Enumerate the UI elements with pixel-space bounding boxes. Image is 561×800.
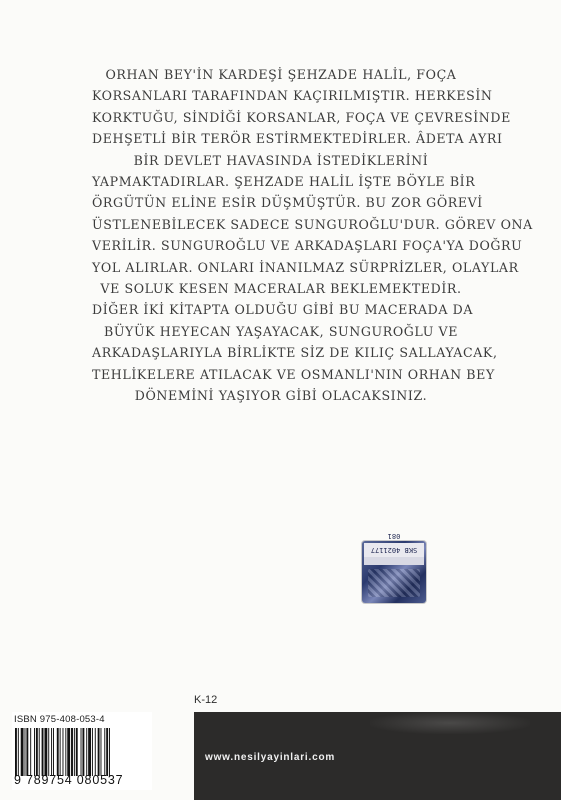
hologram-sticker bbox=[362, 532, 426, 603]
barcode-bar bbox=[15, 728, 17, 776]
blurb-line: ÖRGÜTÜN ELİNE ESİR DÜŞMÜŞTÜR. BU ZOR GÖREVİ bbox=[92, 195, 483, 211]
blurb-line: YAPMAKTADIRLAR. ŞEHZADE HALİL İŞTE BÖYLE BİR bbox=[92, 174, 476, 190]
blurb-line: ARKADAŞLARIYLA BİRLİKTE SİZ DE KILIÇ SALLAYACAK, bbox=[92, 345, 498, 361]
barcode-bar bbox=[86, 728, 87, 776]
blurb-line: VE SOLUK KESEN MACERALAR BEKLEMEKTEDİR. bbox=[100, 281, 462, 297]
barcode-bar bbox=[81, 728, 82, 776]
hologram-serial: SKB 4021177 081 bbox=[364, 543, 424, 557]
barcode-bar bbox=[39, 728, 40, 776]
barcode-bar bbox=[34, 728, 35, 776]
barcode-bar bbox=[44, 728, 47, 776]
barcode-bar bbox=[67, 728, 70, 776]
barcode-bar bbox=[57, 728, 59, 776]
blurb-line: DÖNEMİNİ YAŞIYOR GİBİ OLACAKSINIZ. bbox=[134, 388, 428, 404]
blurb-text bbox=[92, 64, 533, 407]
barcode-bar bbox=[36, 728, 38, 776]
blurb-line: YOL ALIRLAR. ONLARI İNANILMAZ SÜRPRİZLER, OLAYLAR bbox=[92, 259, 519, 275]
publisher-website: www.nesilyayinlari.com bbox=[205, 752, 336, 763]
footer-smudge bbox=[370, 712, 530, 734]
blurb-line: DEHŞETLİ BİR TERÖR ESTİRMEKTEDİRLER. ÂDETA AYRI bbox=[92, 131, 503, 147]
blurb-line: KORSANLARI TARAFINDAN KAÇIRILMIŞTIR. HERKESİN bbox=[92, 88, 493, 104]
blurb-line: ÜSTLENEBİLECEK SADECE SUNGUROĞLU'DUR. GÖREV ONA bbox=[92, 216, 533, 232]
barcode-bar bbox=[42, 728, 44, 776]
barcode-bar bbox=[21, 728, 24, 776]
barcode-bar bbox=[98, 728, 100, 776]
barcode-bar bbox=[101, 728, 102, 776]
barcode-bar bbox=[63, 728, 64, 776]
barcode-bar bbox=[95, 728, 96, 776]
barcode-bar bbox=[76, 728, 78, 776]
barcode-bar bbox=[18, 728, 19, 776]
blurb-line: KORKTUĞU, SİNDİĞİ KORSANLAR, FOÇA VE ÇEVRESİNDE bbox=[92, 109, 511, 125]
blurb-line: DİĞER İKİ KİTAPTA OLDUĞU GİBİ BU MACERADA DA bbox=[92, 302, 474, 318]
blurb-line: ORHAN BEY'İN KARDEŞİ ŞEHZADE HALİL, FOÇA bbox=[105, 67, 457, 82]
barcode-bar bbox=[82, 728, 84, 776]
barcode-bar bbox=[88, 728, 91, 776]
barcode-bar bbox=[53, 728, 54, 776]
blurb-line: BİR DEVLET HAVASINDA İSTEDİKLERİNİ bbox=[133, 152, 429, 168]
blurb-line: TEHLİKELERE ATILACAK VE OSMANLI'NIN ORHAN BEY bbox=[92, 366, 495, 382]
isbn-label: ISBN 975-408-053-4 bbox=[14, 714, 105, 725]
barcode-bar bbox=[71, 728, 73, 776]
barcode-bar bbox=[48, 728, 49, 776]
barcode bbox=[14, 728, 148, 776]
hologram-fine-print bbox=[364, 557, 424, 565]
barcode-bar bbox=[109, 728, 110, 776]
barcode-bar bbox=[30, 728, 31, 776]
blurb-line: BÜYÜK HEYECAN YAŞAYACAK, SUNGUROĞLU VE bbox=[103, 323, 459, 339]
barcode-bar bbox=[74, 728, 75, 776]
barcode-bar bbox=[26, 728, 28, 776]
barcode-bar bbox=[60, 728, 61, 776]
hologram-pattern bbox=[368, 569, 420, 597]
barcode-bar bbox=[104, 728, 105, 776]
barcode-digits: 9 789754 080537 bbox=[14, 773, 124, 787]
barcode-bar bbox=[51, 728, 52, 776]
category-code: K-12 bbox=[194, 694, 218, 706]
barcode-bar bbox=[106, 728, 108, 776]
barcode-bar bbox=[65, 728, 66, 776]
blurb-line: VERİLİR. SUNGUROĞLU VE ARKADAŞLARI FOÇA'YA DOĞRU bbox=[92, 238, 523, 254]
barcode-bar bbox=[25, 728, 26, 776]
barcode-bar bbox=[92, 728, 93, 776]
